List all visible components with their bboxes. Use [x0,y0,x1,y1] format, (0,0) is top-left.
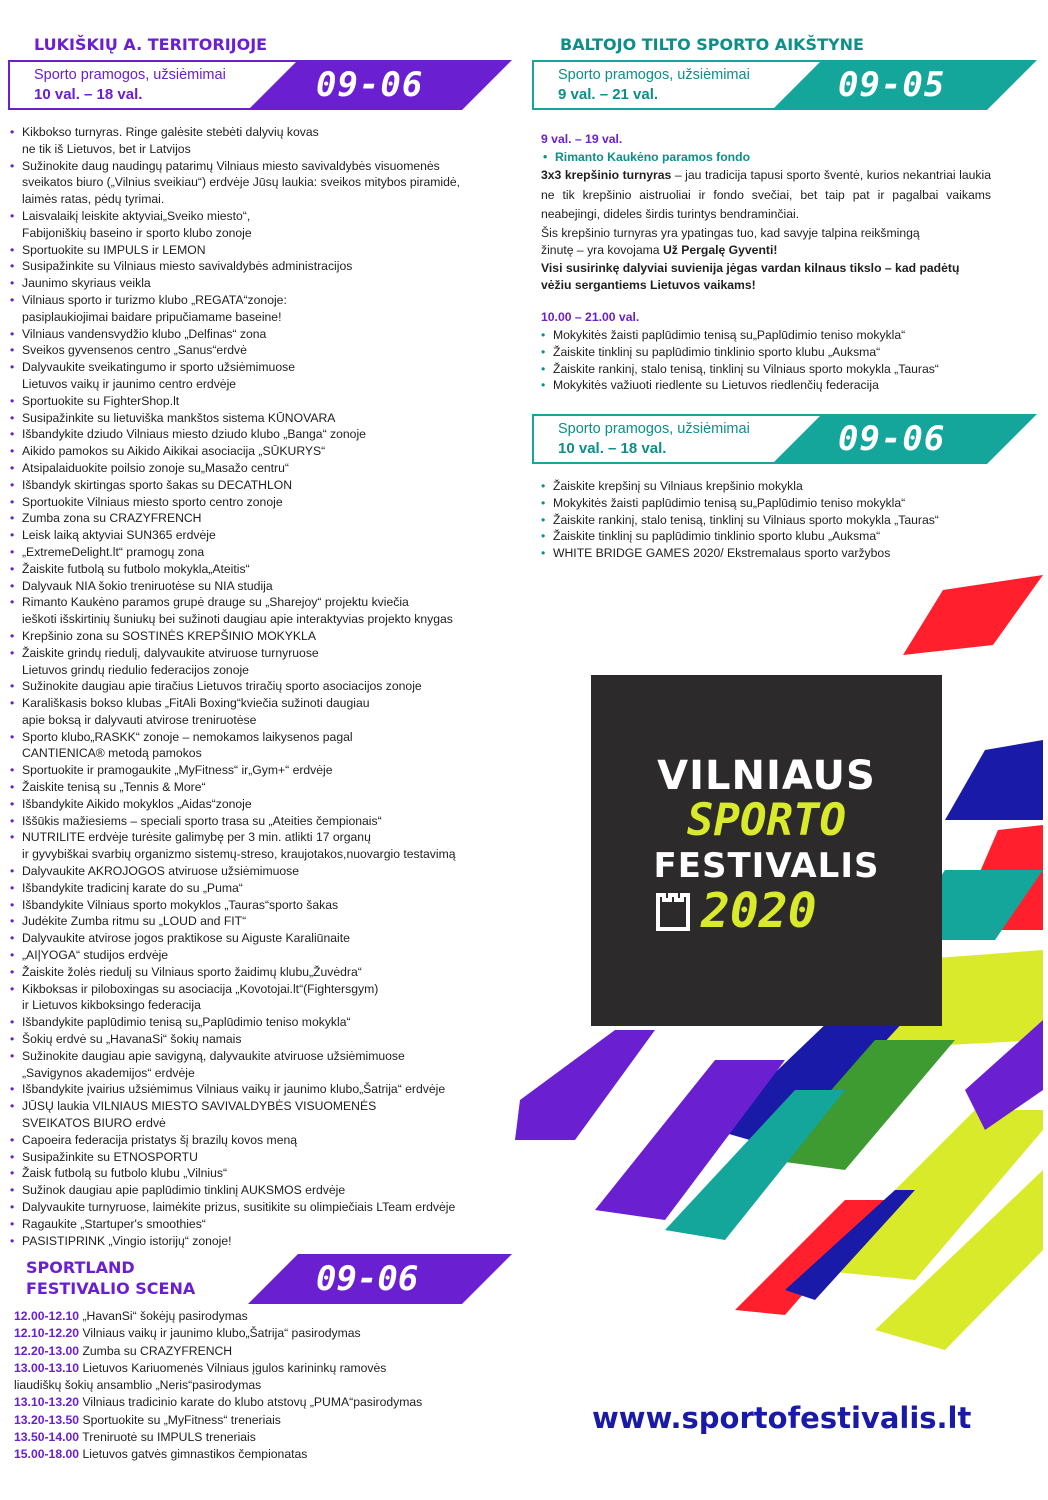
schedule-text: Vilniaus vaikų ir jaunimo klubo„Šatrija“ pasirodymas [82,1326,361,1341]
schedule-time: 12.10-12.20 [14,1326,80,1341]
list-item: • Žaiskite tenisą su „Tennis & More“ [10,779,510,796]
block1-subtitle: • Rimanto Kaukėno paramos fondo [543,149,751,164]
block1-subtitle-text: Rimanto Kaukėno paramos fondo [555,149,751,164]
stage-title-line2: FESTIVALIO SCENA [26,1279,196,1298]
list-item: • PASISTIPRINK „Vingio istorijų“ zonoje! [10,1233,510,1250]
list-item: • Sportuokite ir pramogaukite „MyFitness“ ir„Gym+“ erdvėje [10,762,510,779]
list-item: • Aikido pamokos su Aikido Aikikai asociacija „SŪKURYS“ [10,443,510,460]
stage-title-line1: SPORTLAND [26,1258,135,1277]
list-item: • NUTRILITE erdvėje turėsite galimybę per 3 min. atlikti 17 organų ir gyvybiškai svarbių organizmo sistemų-streso, kraujotakos,nuovargio testavimą [10,829,510,863]
schedule-text: Lietuvos Kariuomenės Vilniaus įgulos karininkų ramovės [82,1360,387,1375]
list-item: • Išbandykite dziudo Vilniaus miesto dziudo klubo „Banga“ zonoje [10,426,510,443]
list-item: • Sužinokite daugiau apie savigyną, dalyvaukite atviruose užsiėmimuose „Savigynos akademijos“ erdvėje [10,1048,510,1082]
list-item: • Žaisk futbolą su futbolo klubu „Vilnius“ [10,1165,510,1182]
list-item: • Išbandykite paplūdimio tenisą su„Paplūdimio teniso mokykla“ [10,1014,510,1031]
list-item: • Sužinok daugiau apie paplūdimio tinklinį AUKSMOS erdvėje [10,1182,510,1199]
block2-time: 10.00 – 21.00 val. [541,310,640,324]
list-item: • Rimanto Kaukėno paramos grupė drauge su „Sharejoy“ projektu kviečia ieškoti išskirtinių šuniukų bei sužinoti daugiau apie interaktyvias projekto knygas [10,594,510,628]
left-activity-list [10,124,510,1249]
block1-text2c: Už Pergalę Gyventi! [662,243,778,257]
schedule-row [14,1429,422,1446]
list-item: • Leisk laiką aktyviai SUN365 erdvėje [10,527,510,544]
banner-line1: Sporto pramogos, užsiėmimai [558,421,750,437]
list-item: • Zumba zona su CRAZYFRENCH [10,510,510,527]
list-item: • Mokykitės važiuoti riedlente su Lietuvos riedlenčių federacija [541,377,1001,394]
schedule-text: Treniruotė su IMPULS treneriais [82,1430,256,1445]
block1-time: 9 val. – 19 val. [541,132,623,146]
list-item: • Jaunimo skyriaus veikla [10,275,510,292]
list-item: • Dalyvauk NIA šokio treniruotėse su NIA studija [10,578,510,595]
list-item: • Išbandykite įvairius užsiėmimus Vilniaus vaikų ir jaunimo klubo„Šatrija“ erdvėje [10,1081,510,1098]
right-banner-1 [532,60,1037,110]
block1-bold: 3x3 krepšinio turnyras [541,168,672,182]
schedule-row [14,1360,422,1377]
list-item: • Žaiskite rankinį, stalo tenisą, tinklinį su Vilniaus sporto mokykla „Tauras“ [541,361,1001,378]
block1-text2 [541,225,991,260]
block3-list [541,478,1001,562]
banner-line1: Sporto pramogos, užsiėmimai [34,67,226,83]
list-item: • Vilniaus vandensvydžio klubo „Delfinas“ zona [10,326,510,343]
left-banner [8,60,512,110]
list-item: • Išbandykite Vilniaus sporto mokyklos „Tauras“sporto šakas [10,897,510,914]
schedule-time: 12.20-13.00 [14,1343,80,1358]
list-item: • Susipažinkite su ETNOSPORTU [10,1149,510,1166]
list-item: • Krepšinio zona su SOSTINĖS KREPŠINIO MOKYKLA [10,628,510,645]
schedule-text: liaudiškų šokių ansamblio „Neris“pasirodymas [14,1378,262,1393]
website-link[interactable]: www.sportofestivalis.lt [592,1401,972,1435]
list-item: • Vilniaus sporto ir turizmo klubo „REGATA“zonoje: pasiplaukiojimai baidare pripučiamame baseine! [10,292,510,326]
list-item: • Karališkasis bokso klubas „FitAli Boxing“kviečia sužinoti daugiau apie boksą ir dalyvauti atvirose treniruotėse [10,695,510,729]
list-item: • „AI|YOGA“ studijos erdvėje [10,947,510,964]
schedule-time: 13.20-13.50 [14,1412,80,1427]
block1-text2b: žinutę – yra kovojama [541,243,663,257]
stage-title [26,1257,195,1299]
banner-date: 09-06 [838,419,946,459]
list-item: • Žaiskite grindų riedulį, dalyvaukite atviruose turnyruose Lietuvos grindų riedulio federacijos zonoje [10,645,510,679]
list-item: • Žaiskite tinklinį su paplūdimio tinklinio sporto klubu „Auksma“ [541,344,1001,361]
schedule-time: 13.50-14.00 [14,1430,80,1445]
schedule-row [14,1446,422,1463]
list-item: • JŪSŲ laukia VILNIAUS MIESTO SAVIVALDYBĖS VISUOMENĖS SVEIKATOS BIURO erdvė [10,1098,510,1132]
block2-list [541,327,1001,394]
logo-line2: SPORTO [687,795,846,846]
list-item: • Žaiskite žolės riedulį su Vilniaus sporto žaidimų klubu„Žuvėdra“ [10,964,510,981]
list-item: • Žaiskite krepšinį su Vilniaus krepšinio mokykla [541,478,1001,495]
stage-date: 09-06 [316,1259,419,1299]
schedule-time: 13.00-13.10 [14,1360,80,1375]
schedule-text: Lietuvos gatvės gimnastikos čempionatas [82,1447,308,1462]
logo-line3: FESTIVALIS [653,846,880,886]
schedule-text: Vilniaus tradicinio karate do klubo atstovų „PUMA“pasirodymas [82,1395,423,1410]
list-item: • Sužinokite daugiau apie tiračius Lietuvos triračių sporto asociacijos zonoje [10,678,510,695]
list-item: • Sužinokite daug naudingų patarimų Vilniaus miesto savivaldybės visuomenės sveikatos biuro („Vilnius sveikiau“) erdvėje Jūsų laukia: sveikos mitybos piramidė, laimės ratas, pėdų tyrimai. [10,158,510,208]
list-item: • Iššūkis mažiesiems – speciali sporto trasa su „Ateities čempionais“ [10,813,510,830]
block1-text2a: Šis krepšinio turnyras yra ypatingas tuo, kad savyje talpina reikšmingą [541,225,920,240]
list-item: • Žaiskite tinklinį su paplūdimio tinklinio sporto klubu „Auksma“ [541,528,1001,545]
castle-tower-icon [653,887,693,933]
list-item: • Capoeira federacija pristatys šį brazilų kovos meną [10,1132,510,1149]
list-item: • Kikbokso turnyras. Ringe galėsite stebėti dalyvių kovas ne tik iš Lietuvos, bet ir Latvijos [10,124,510,158]
list-item: • Laisvalaikį leiskite aktyviai„Sveiko miesto“, Fabijoniškių baseino ir sporto klubo zonoje [10,208,510,242]
list-item: • Dalyvaukite turnyruose, laimėkite prizus, susitikite su olimpiečiais LTeam erdvėje [10,1199,510,1216]
logo-line4: 2020 [701,883,817,939]
list-item: • Judėkite Zumba ritmu su „LOUD and FIT“ [10,913,510,930]
logo-line1: VILNIAUS [657,753,876,799]
schedule-text: Zumba su CRAZYFRENCH [82,1343,233,1358]
list-item: • Atsipalaiduokite poilsio zonoje su„Masažo centru“ [10,460,510,477]
list-item: • Mokykitės žaisti paplūdimio tenisą su„Paplūdimio teniso mokykla“ [541,327,1001,344]
stage-schedule [14,1308,422,1464]
list-item: • Žaiskite futbolą su futbolo mokykla„Ateitis“ [10,561,510,578]
list-item: • Sportuokite Vilniaus miesto sporto centro zonoje [10,494,510,511]
banner-line2: 10 val. – 18 val. [558,440,667,457]
list-item: • Sportuokite su FighterShop.lt [10,393,510,410]
schedule-row [14,1412,422,1429]
basketball-block [541,131,991,295]
schedule-time: 12.00-12.10 [14,1309,80,1323]
list-item: • WHITE BRIDGE GAMES 2020/ Ekstremalaus sporto varžybos [541,545,1001,562]
list-item: • Dalyvaukite sveikatingumo ir sporto užsiėmimuose Lietuvos vaikų ir jaunimo centro erdvėje [10,359,510,393]
banner-date: 09-05 [838,65,946,105]
block1-text3: Visi susirinkę dalyviai suvienija jėgas vardan kilnaus tikslo – kad padėtų vėžiu sergantiems Lietuvos vaikams! [541,260,960,292]
list-item: • Išbandyk skirtingas sporto šakas su DECATHLON [10,477,510,494]
schedule-row [14,1343,422,1360]
block1-text: – jau tradicija tapusi sporto šventė, kurios nekantriai laukia ne tik krepšinio aistruoliai ir fondo svečiai, bet taip pat ir pagalbai vaikams neabejingi, dideles širdis turintys bendraminčiai. [541,168,991,221]
list-item: • Ragaukite „Startuper's smoothies“ [10,1216,510,1233]
schedule-time: 13.10-13.20 [14,1395,80,1410]
list-item: • Žaiskite rankinį, stalo tenisą, tinklinį su Vilniaus sporto mokykla „Tauras“ [541,512,1001,529]
right-section-title: BALTOJO TILTO SPORTO AIKŠTYNE [560,35,864,54]
list-item: • Dalyvaukite AKROJOGOS atviruose užsiėmimuose [10,863,510,880]
list-item: • Sveikos gyvensenos centro „Sanus“erdvė [10,342,510,359]
banner-date: 09-06 [316,65,424,105]
list-item: • Dalyvaukite atvirose jogos praktikose su Aiguste Karaliūnaite [10,930,510,947]
right-banner-2 [532,414,1037,464]
list-item: • Kikboksas ir piloboxingas su asociacija „Kovotojai.lt“(Fightersgym) ir Lietuvos kikboksingo federacija [10,981,510,1015]
list-item: • Susipažinkite su Vilniaus miesto savivaldybės administracijos [10,258,510,275]
schedule-row [14,1377,422,1394]
festival-logo [591,675,942,1026]
banner-line2: 10 val. – 18 val. [34,86,143,103]
list-item: • Susipažinkite su lietuviška mankštos sistema KŪNOVARA [10,410,510,427]
schedule-row [14,1325,422,1342]
list-item: • Išbandykite Aikido mokyklos „Aidas“zonoje [10,796,510,813]
list-item: • Sportuokite su IMPULS ir LEMON [10,242,510,259]
block1-paragraph [541,166,991,225]
schedule-row [14,1308,422,1325]
schedule-time: 15.00-18.00 [14,1447,80,1462]
schedule-text: „HavanSi“ šokėjų pasirodymas [82,1309,248,1323]
list-item: • Šokių erdvė su „HavanaSi“ šokių namais [10,1031,510,1048]
banner-line1: Sporto pramogos, užsiėmimai [558,67,750,83]
list-item: • Sporto klubo„RASKK“ zonoje – nemokamos laikysenos pagal CANTIENICA® metodą pamokos [10,729,510,763]
banner-line2: 9 val. – 21 val. [558,86,659,103]
list-item: • „ExtremeDelight.lt“ pramogų zona [10,544,510,561]
list-item: • Mokykitės žaisti paplūdimio tenisą su„Paplūdimio teniso mokykla“ [541,495,1001,512]
left-section-title: LUKIŠKIŲ A. TERITORIJOJE [34,35,268,54]
schedule-text: Sportuokite su „MyFitness“ treneriais [82,1412,281,1427]
schedule-row [14,1394,422,1411]
list-item: • Išbandykite tradicinį karate do su „Puma“ [10,880,510,897]
